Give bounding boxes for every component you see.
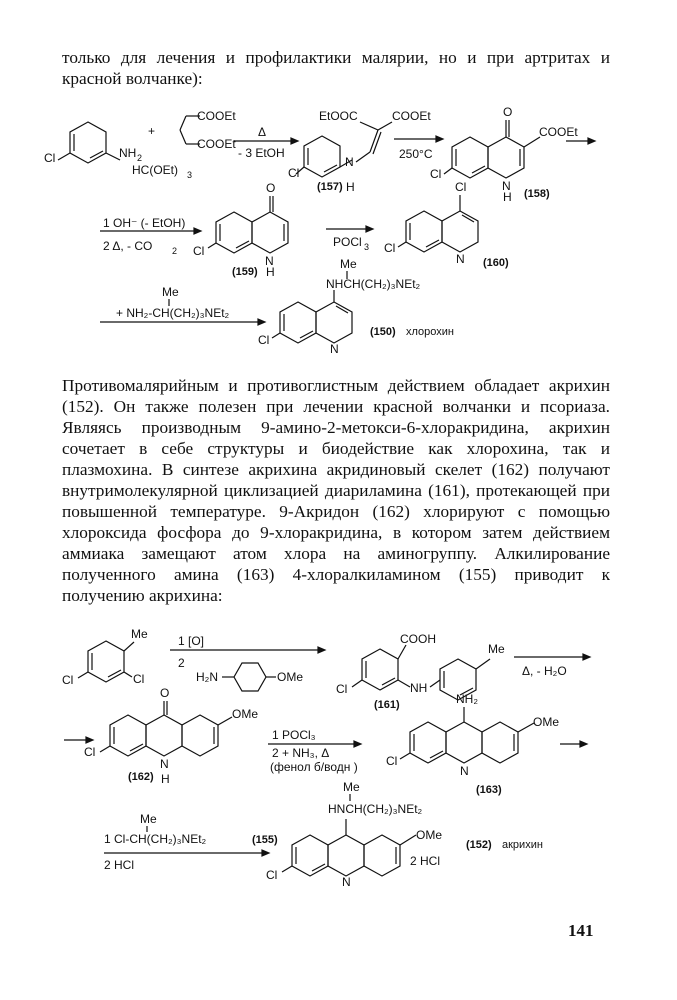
me-label: Me xyxy=(162,285,179,299)
compound-161-label: (161) xyxy=(374,699,400,711)
condition-pocl3: 1 POCl₃ xyxy=(272,728,316,742)
cl-label: Cl xyxy=(386,754,398,768)
compound-162-structure xyxy=(100,701,232,756)
condition-alkylation: 1 Cl-CH(CH₂)₃NEt₂ xyxy=(104,832,207,846)
n-label: N xyxy=(160,757,169,771)
n-label: N xyxy=(456,252,465,266)
n-label: N xyxy=(330,342,339,356)
n-label: N xyxy=(502,179,511,193)
condition-oxidation: 1 [O] xyxy=(178,634,205,648)
compound-160-structure xyxy=(398,195,478,252)
cl-label: Cl xyxy=(384,241,396,255)
o-label: O xyxy=(160,686,170,700)
reagent-155-label: (155) xyxy=(252,834,278,846)
svg-text:3: 3 xyxy=(364,242,370,252)
h-label: H xyxy=(503,190,512,204)
compound-162-label: (162) xyxy=(128,771,154,783)
condition-250c: 250°C xyxy=(399,147,433,161)
paragraph-main: Противомалярийным и противоглистным действием обладает акрихин (152). Он также полезен при лечении красной волчанки и псориаза. Являясь производным 9-амино-2-метокси-6-хлоракридина, акрихин сочетает в себе структуры и биодействие как хлорохина, так и плазмохина. В синтезе акрихина акридиновый скелет (162) получают внутримолекулярной циклизацией диариламина (161), протекающей при повышенной температуре. 9-Акридон (162) хлорируют с помощью хлороксида фосфора до 9-хлоракридина, в котором затем действием аммиака замещают атом хлора на аминогруппу. Алкилирование полученного амина (163) 4-хлоралкиламином (155) приводит к получению акрихина: xyxy=(62,376,610,605)
hcoet-label: HC(OEt) xyxy=(132,163,178,177)
compound-160-label: (160) xyxy=(483,257,509,269)
o-label: O xyxy=(266,181,276,195)
cl-label: Cl xyxy=(430,167,442,181)
condition-phenol: (фенол б/водн ) xyxy=(270,760,358,774)
condition-ammonia: 2 + NH₃, Δ xyxy=(272,746,330,760)
chloroaniline-structure xyxy=(58,122,120,163)
cooet-label: COOEt xyxy=(197,109,236,123)
compound-150-name: хлорохин xyxy=(406,326,454,338)
ome-label: OMe xyxy=(232,707,259,721)
reaction-scheme-acrichine xyxy=(0,615,677,895)
cl-label: Cl xyxy=(455,180,467,194)
compound-163-structure xyxy=(400,707,534,763)
condition-hydrolysis: 1 OH⁻ (- EtOH) xyxy=(103,216,186,230)
hcl-label: 2 HCl xyxy=(410,854,441,868)
cl-label: Cl xyxy=(133,672,145,686)
n-label: N xyxy=(345,155,354,169)
page-number: 141 xyxy=(568,921,594,940)
svg-text:2: 2 xyxy=(172,246,178,256)
compound-152-name: акрихин xyxy=(502,839,543,851)
compound-152-label: (152) xyxy=(466,839,492,851)
compound-158-structure xyxy=(444,120,540,178)
cooet-label: COOEt xyxy=(539,125,578,139)
condition-hcl: 2 HCl xyxy=(104,858,135,872)
cl-label: Cl xyxy=(44,151,56,165)
h-label: H xyxy=(346,180,355,194)
n-label: N xyxy=(265,254,274,268)
condition-pocl3: POCl xyxy=(333,235,362,249)
cl-label: Cl xyxy=(266,868,278,882)
o-label: O xyxy=(503,105,513,119)
compound-159-label: (159) xyxy=(232,266,258,278)
h2n-label: H₂N xyxy=(196,670,218,684)
reaction-scheme-chloroquine xyxy=(0,100,677,365)
dichlorotoluene-structure xyxy=(78,641,134,682)
me-label: Me xyxy=(340,257,357,271)
compound-159-structure xyxy=(208,196,288,253)
etooc-label: EtOOC xyxy=(319,109,358,123)
side-chain-label: NHCH(CH₂)₃NEt₂ xyxy=(326,277,421,291)
me-label: Me xyxy=(131,627,148,641)
side-chain-label: HNCH(CH₂)₃NEt₂ xyxy=(328,802,423,816)
paragraph-top: только для лечения и профилактики малярии, но и при артритах и красной волчанке): xyxy=(62,48,610,88)
compound-157-structure xyxy=(296,122,392,177)
condition-etoh: - 3 EtOH xyxy=(238,146,285,160)
cl-label: Cl xyxy=(193,244,205,258)
n-label: N xyxy=(460,764,469,778)
ome-label: OMe xyxy=(533,715,560,729)
cl-label: Cl xyxy=(62,673,74,687)
cl-label: Cl xyxy=(336,682,348,696)
ome-label: OMe xyxy=(277,670,304,684)
plus-sign: + xyxy=(148,124,156,138)
compound-152-structure xyxy=(282,819,416,876)
me-label: Me xyxy=(343,780,360,794)
nh2-label: NH xyxy=(119,146,137,160)
compound-158-label: (158) xyxy=(524,188,550,200)
cooh-label: COOH xyxy=(400,632,436,646)
h-label: H xyxy=(161,772,170,786)
compound-150-structure xyxy=(272,290,352,343)
condition-delta: Δ xyxy=(258,125,267,139)
me-label: Me xyxy=(488,642,505,656)
svg-text:3: 3 xyxy=(187,170,193,180)
ome-label: OMe xyxy=(416,828,443,842)
condition-decarboxylation: 2 Δ, - CO xyxy=(103,239,153,253)
nh-label: NH xyxy=(410,681,428,695)
compound-163-label: (163) xyxy=(476,784,502,796)
n-label: N xyxy=(342,875,351,889)
cl-label: Cl xyxy=(288,166,300,180)
nh2-label: NH₂ xyxy=(456,692,478,706)
compound-157-label: (157) xyxy=(317,181,343,193)
condition-amine: + NH₂-CH(CH₂)₃NEt₂ xyxy=(116,306,230,320)
condition-step2: 2 xyxy=(178,656,185,670)
h-label: H xyxy=(266,265,275,279)
condition-cyclization: Δ, - H₂O xyxy=(522,664,567,678)
me-label: Me xyxy=(140,812,157,826)
cl-label: Cl xyxy=(258,333,270,347)
cl-label: Cl xyxy=(84,745,96,759)
svg-text:2: 2 xyxy=(137,153,143,163)
cooet-label: COOEt xyxy=(197,137,236,151)
compound-150-label: (150) xyxy=(370,326,396,338)
cooet-label: COOEt xyxy=(392,109,431,123)
